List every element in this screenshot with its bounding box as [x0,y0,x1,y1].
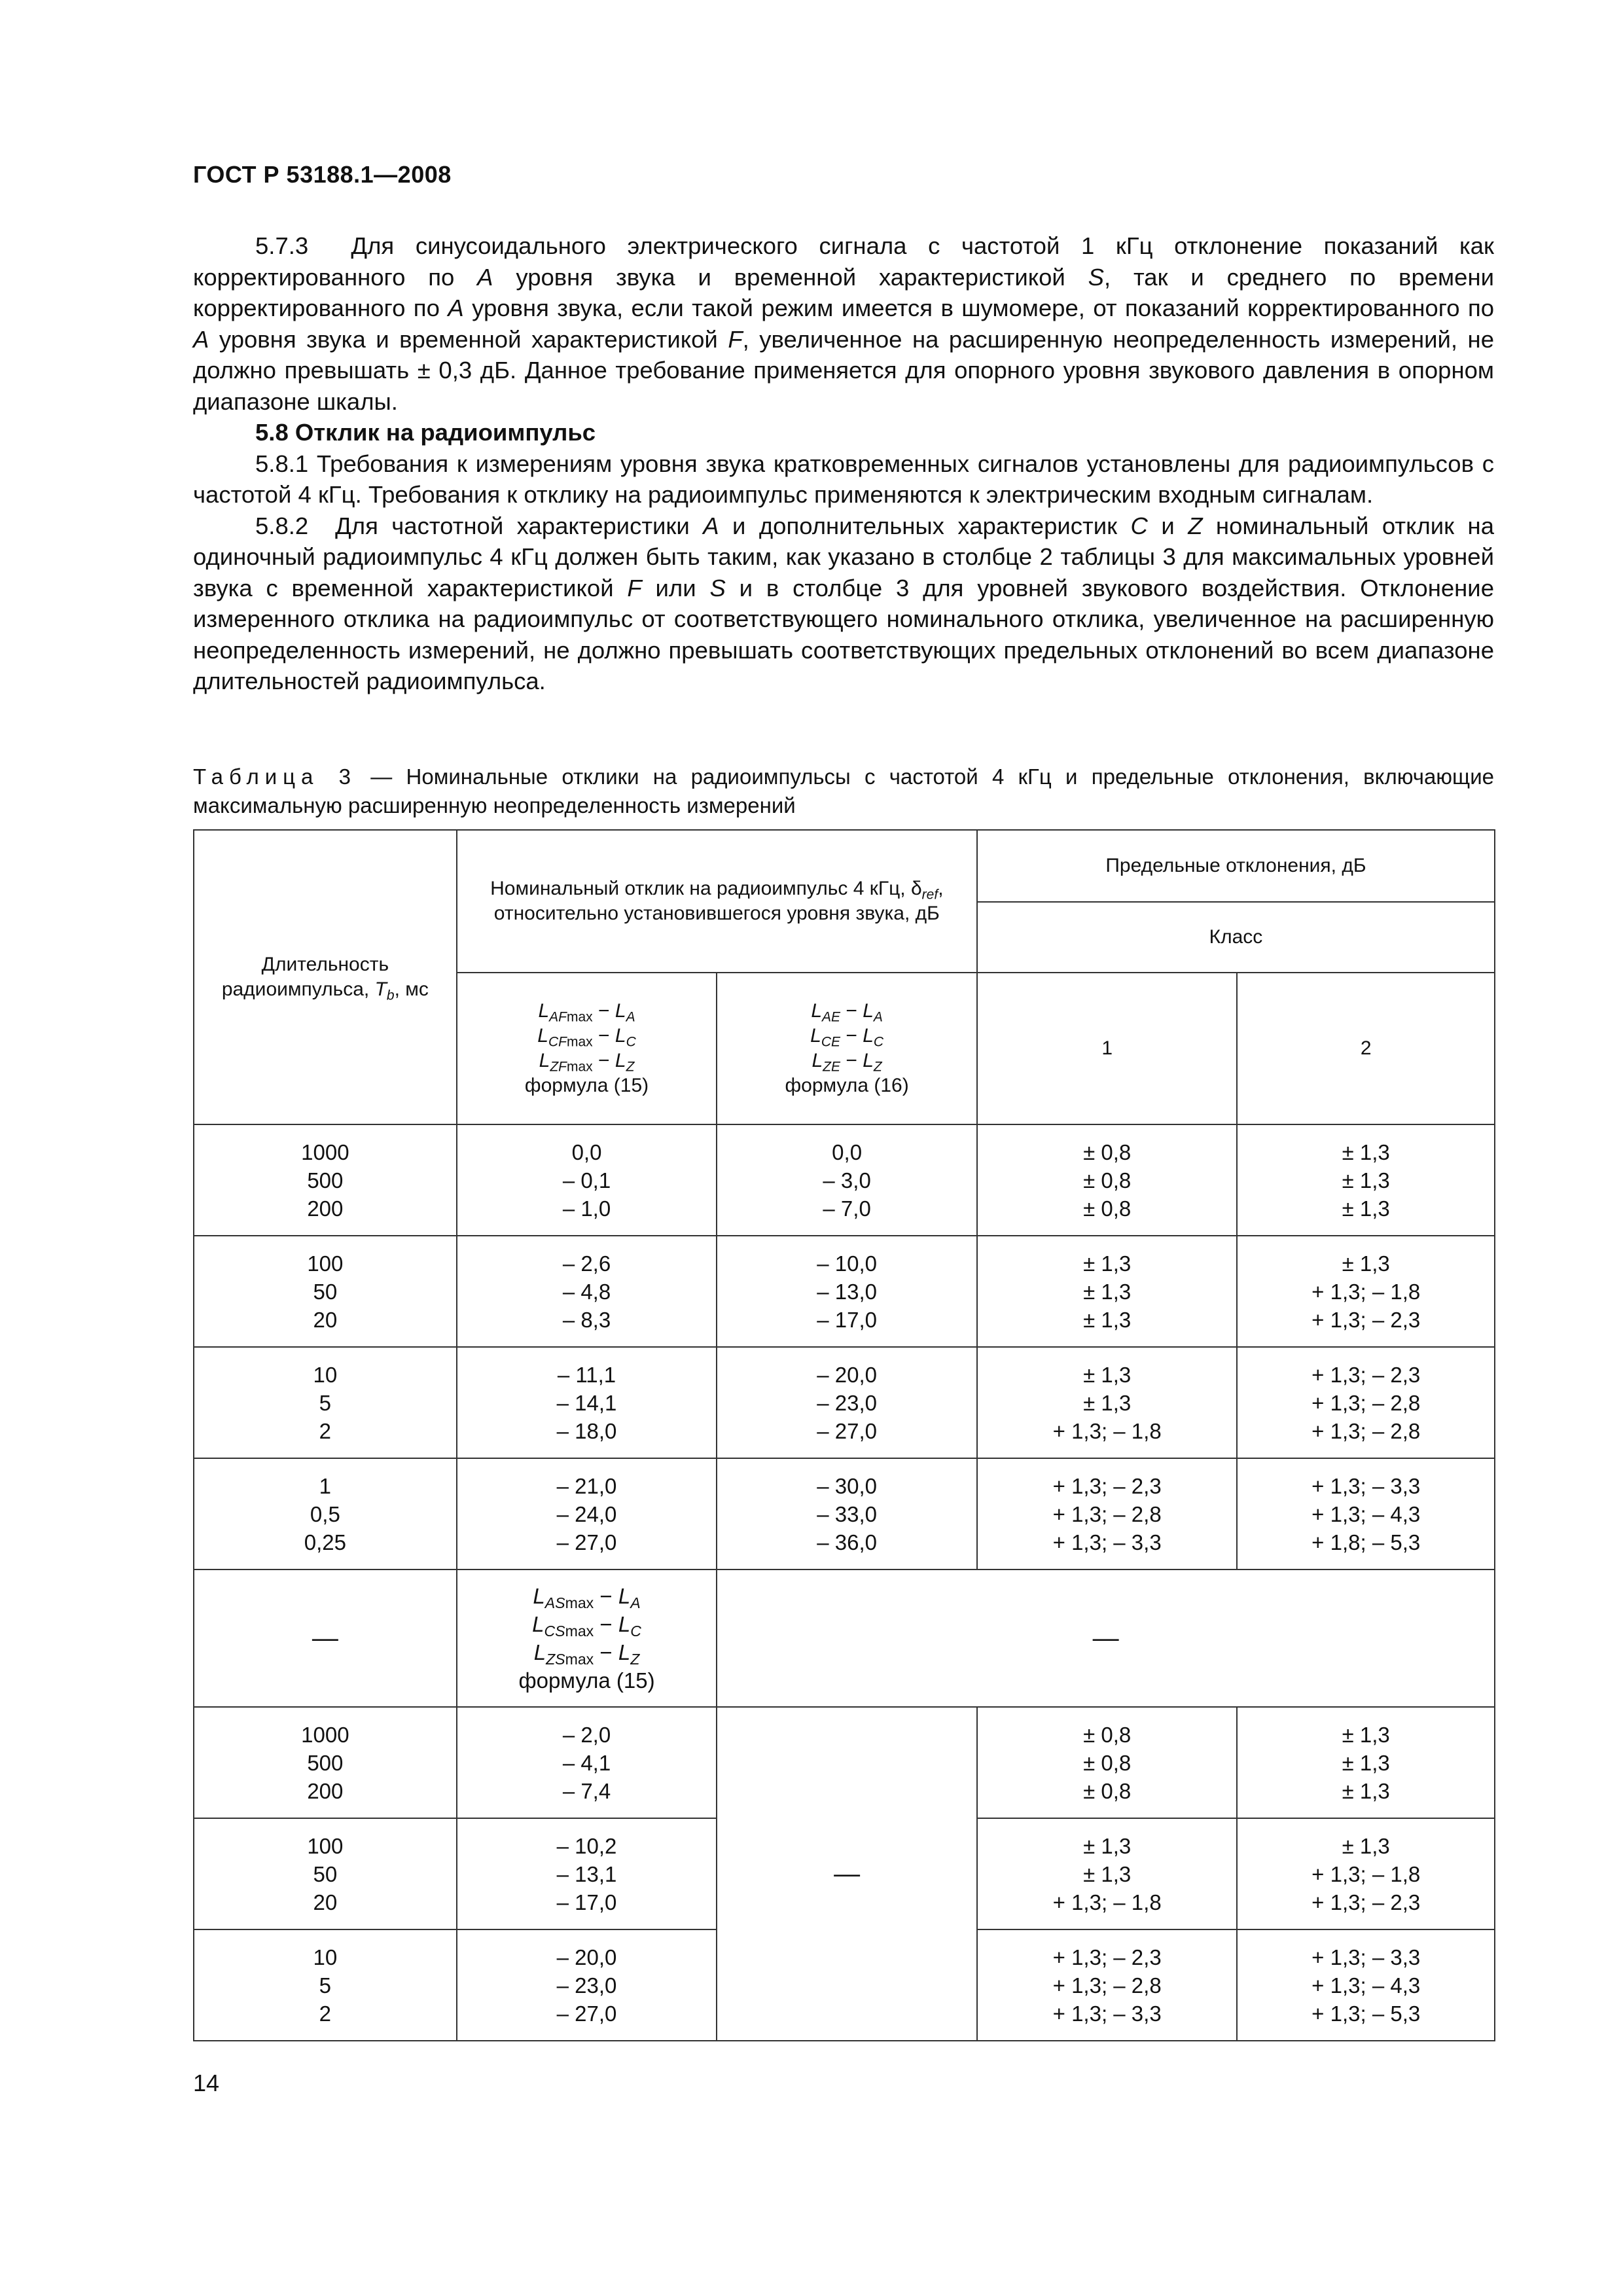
cell-duration: 100 50 20 [194,1236,457,1347]
table-row-slow-header [194,1570,1495,1707]
table-3 [193,829,1495,2041]
cell-dash: — [717,1707,977,2041]
body-text [193,230,1494,697]
cell-duration: 10 5 2 [194,1347,457,1458]
paragraph-5-8-1: 5.8.1 Требования к измерениям уровня звука кратковременных сигналов установлены для радиоимпульсов с частотой 4 кГц. Требования к отклику на радиоимпульс применяются к электрическим входным сигналам. [193,450,1494,508]
cell-duration: 100 50 20 [194,1818,457,1929]
cell-class2: + 1,3; – 3,3 + 1,3; – 4,3 + 1,3; – 5,3 [1237,1929,1495,2041]
cell-class1: ± 1,3 ± 1,3 + 1,3; – 1,8 [977,1347,1238,1458]
table-row [194,1236,1495,1347]
header-slow-levels: $L_{ASmax} - L_A$ $L_{CSmax} - L_C$ $L_{ZSmax} - L_Z$ формула (15) [457,1570,717,1707]
cell-exposure: – 30,0 – 33,0 – 36,0 [717,1458,977,1570]
cell-class2: ± 1,3 ± 1,3 ± 1,3 [1237,1124,1495,1236]
formula-15-label: формула (15) [524,1075,649,1096]
cell-class2: ± 1,3 + 1,3; – 1,8 + 1,3; – 2,3 [1237,1818,1495,1929]
cell-duration: 10 5 2 [194,1929,457,2041]
formula-15-label: формула (15) [518,1668,655,1693]
header-class: Класс [977,902,1495,973]
cell-exposure: 0,0 – 3,0 – 7,0 [717,1124,977,1236]
cell-fast: – 21,0 – 24,0 – 27,0 [457,1458,717,1570]
header-limits: Предельные отклонения, дБ [977,830,1495,902]
cell-fast: – 11,1 – 14,1 – 18,0 [457,1347,717,1458]
page-number: 14 [193,2070,220,2096]
cell-class1: ± 1,3 ± 1,3 ± 1,3 [977,1236,1238,1347]
cell-class1: + 1,3; – 2,3 + 1,3; – 2,8 + 1,3; – 3,3 [977,1458,1238,1570]
table-row [194,1347,1495,1458]
formula-16-label: формула (16) [785,1075,909,1096]
header-duration: Длительность радиоимпульса, $T_b$, мс [194,830,457,1124]
cell-class2: ± 1,3 ± 1,3 ± 1,3 [1237,1707,1495,1818]
cell-class1: ± 0,8 ± 0,8 ± 0,8 [977,1124,1238,1236]
cell-class1: + 1,3; – 2,3 + 1,3; – 2,8 + 1,3; – 3,3 [977,1929,1238,2041]
cell-class2: ± 1,3 + 1,3; – 1,8 + 1,3; – 2,3 [1237,1236,1495,1347]
table-row [194,1124,1495,1236]
header-class-1: 1 [977,973,1238,1124]
cell-fast: – 2,6 – 4,8 – 8,3 [457,1236,717,1347]
header-fast-levels: $L_{AFmax} - L_A$ $L_{CFmax} - L_C$ $L_{ZFmax} - L_Z$ формула (15) [457,973,717,1124]
cell-slow: – 20,0 – 23,0 – 27,0 [457,1929,717,2041]
table-caption-text: — Номинальные отклики на радиоимпульсы с частотой 4 кГц и предельные отклонения, включающие максимальную расширенную неопределенность измерений [193,764,1494,817]
paragraph-5-8-2: 5.8.2 Для частотной характеристики A и дополнительных характеристик C и Z номинальный отклик на одиночный радиоимпульс 4 кГц должен быть таким, как указано в столбце 2 таблицы 3 для максимальных уровней звука с временной характеристикой F или S и в столбце 3 для уровней звукового воздействия. Отклонение измеренного отклика на радиоимпульс от соответствующего номинального отклика, увеличенное на расширенную неопределенность измерений, не должно превышать соответствующих предельных отклонений во всем диапазоне длительностей радиоимпульса. [193,512,1495,694]
header-nominal: Номинальный отклик на радиоимпульс 4 кГц, $\delta_{ref}$, относительно установившегося уровня звука, дБ [457,830,977,973]
cell-slow: – 2,0 – 4,1 – 7,4 [457,1707,717,1818]
table-caption [193,762,1494,820]
table-row [194,1707,1495,1818]
cell-duration: 1 0,5 0,25 [194,1458,457,1570]
cell-fast: 0,0 – 0,1 – 1,0 [457,1124,717,1236]
cell-exposure: – 20,0 – 23,0 – 27,0 [717,1347,977,1458]
cell-dash: — [194,1570,457,1707]
cell-slow: – 10,2 – 13,1 – 17,0 [457,1818,717,1929]
paragraph-5-7-3: 5.7.3 Для синусоидального электрического сигнала с частотой 1 кГц отклонение показаний как корректированного по A уровня звука и временной характеристикой S, так и среднего по времени корректированного по A уровня звука, если такой режим имеется в шумомере, от показаний корректированного по A уровня звука и временной характеристикой F, увеличенное на расширенную неопределенность измерений, не должно превышать ± 0,3 дБ. Данное требование применяется для опорного уровня звукового давления в опорном диапазоне шкалы. [193,232,1495,415]
cell-class1: ± 1,3 ± 1,3 + 1,3; – 1,8 [977,1818,1238,1929]
table-caption-label: Таблица 3 [193,764,357,789]
cell-class1: ± 0,8 ± 0,8 ± 0,8 [977,1707,1238,1818]
cell-class2: + 1,3; – 3,3 + 1,3; – 4,3 + 1,8; – 5,3 [1237,1458,1495,1570]
cell-class2: + 1,3; – 2,3 + 1,3; – 2,8 + 1,3; – 2,8 [1237,1347,1495,1458]
section-heading-5-8: 5.8 Отклик на радиоимпульс [255,419,596,446]
header-class-2: 2 [1237,973,1495,1124]
cell-exposure: – 10,0 – 13,0 – 17,0 [717,1236,977,1347]
cell-duration: 1000 500 200 [194,1707,457,1818]
cell-dash: — [717,1570,1495,1707]
document-header: ГОСТ Р 53188.1—2008 [193,161,452,188]
table-row [194,1458,1495,1570]
cell-duration: 1000 500 200 [194,1124,457,1236]
header-exposure-levels: $L_{AE} - L_A$ $L_{CE} - L_C$ $L_{ZE} - L_Z$ формула (16) [717,973,977,1124]
